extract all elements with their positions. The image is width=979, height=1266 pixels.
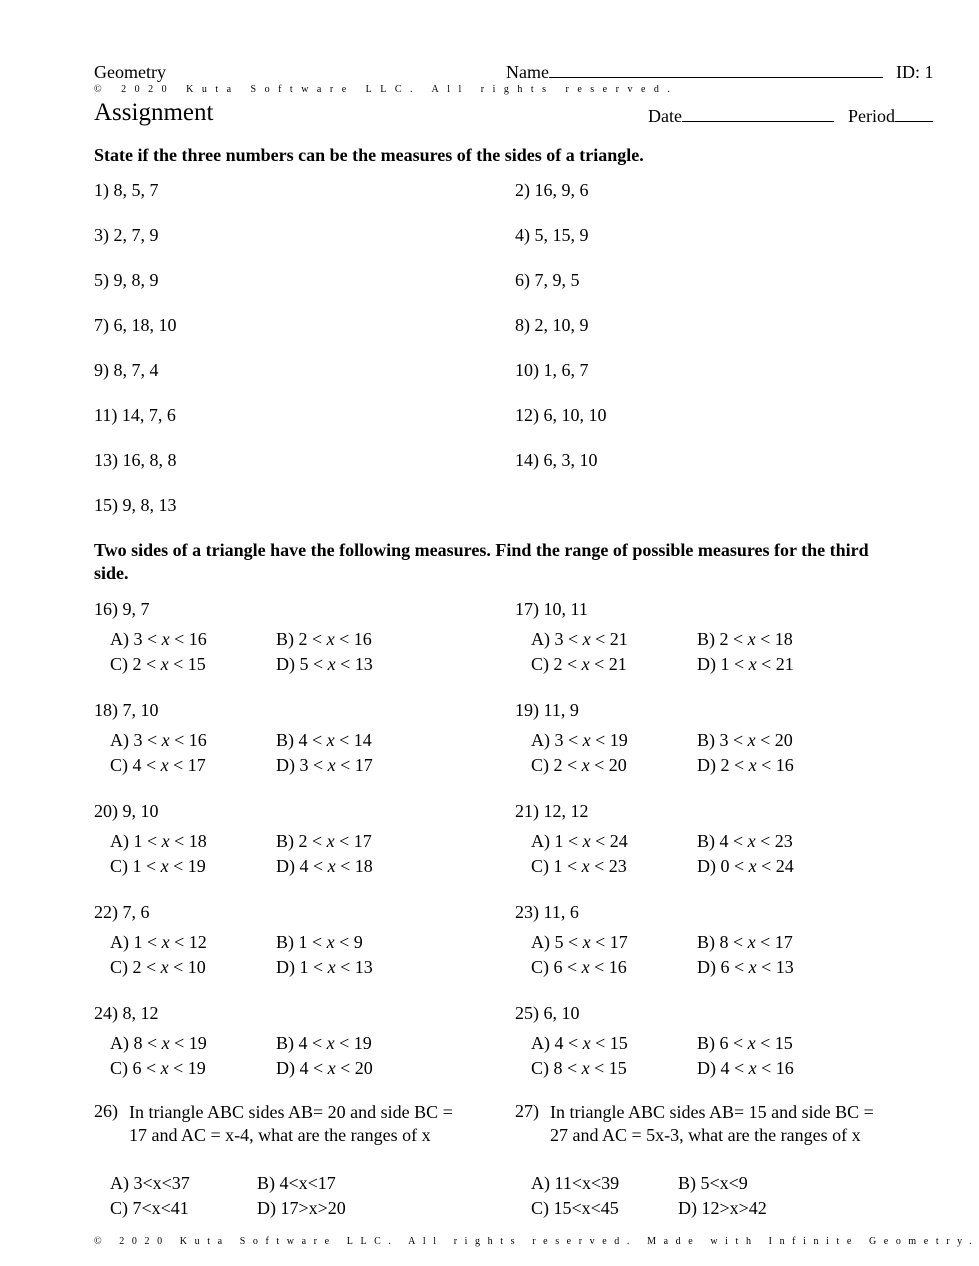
answer-choice[interactable]: B) 4 < x < 23: [697, 831, 793, 851]
period-blank[interactable]: [895, 107, 933, 122]
name-blank[interactable]: [549, 63, 883, 78]
problem-item: 4) 5, 15, 9: [515, 225, 589, 245]
answer-choice[interactable]: C) 8 < x < 15: [531, 1058, 627, 1078]
answer-choice[interactable]: C) 2 < x < 15: [110, 654, 206, 674]
problem-number: 26): [94, 1101, 118, 1121]
copyright-footer: © 2020 Kuta Software LLC. All rights reserved. Made with Infinite Geometry.: [94, 1236, 979, 1247]
answer-choice[interactable]: B) 2 < x < 18: [697, 629, 793, 649]
answer-choice[interactable]: D) 17>x>20: [257, 1198, 346, 1218]
answer-choice[interactable]: D) 0 < x < 24: [697, 856, 794, 876]
answer-choice[interactable]: C) 2 < x < 20: [531, 755, 627, 775]
answer-choice[interactable]: D) 2 < x < 16: [697, 755, 794, 775]
answer-choice[interactable]: D) 5 < x < 13: [276, 654, 373, 674]
problem-item: 3) 2, 7, 9: [94, 225, 159, 245]
problem-item: 11) 14, 7, 6: [94, 405, 176, 425]
worksheet-id: ID: 1: [896, 62, 934, 82]
problem-item: 16) 9, 7: [94, 599, 150, 619]
problem-item: 1) 8, 5, 7: [94, 180, 159, 200]
answer-choice[interactable]: A) 1 < x < 12: [110, 932, 207, 952]
answer-choice[interactable]: A) 3 < x < 19: [531, 730, 628, 750]
answer-choice[interactable]: A) 3 < x < 16: [110, 629, 207, 649]
answer-choice[interactable]: C) 6 < x < 16: [531, 957, 627, 977]
answer-choice[interactable]: C) 7<x<41: [110, 1198, 189, 1218]
answer-choice[interactable]: D) 1 < x < 13: [276, 957, 373, 977]
answer-choice[interactable]: B) 2 < x < 17: [276, 831, 372, 851]
copyright-header: © 2020 Kuta Software LLC. All rights reserved.: [94, 84, 679, 95]
answer-choice[interactable]: B) 8 < x < 17: [697, 932, 793, 952]
date-label: Date: [648, 106, 682, 126]
answer-choice[interactable]: C) 2 < x < 10: [110, 957, 206, 977]
problem-item: 6) 7, 9, 5: [515, 270, 580, 290]
answer-choice[interactable]: C) 1 < x < 23: [531, 856, 627, 876]
answer-choice[interactable]: B) 6 < x < 15: [697, 1033, 793, 1053]
problem-item: 12) 6, 10, 10: [515, 405, 607, 425]
answer-choice[interactable]: A) 3 < x < 21: [531, 629, 628, 649]
answer-choice[interactable]: C) 6 < x < 19: [110, 1058, 206, 1078]
date-blank[interactable]: [682, 107, 834, 122]
answer-choice[interactable]: A) 5 < x < 17: [531, 932, 628, 952]
answer-choice[interactable]: B) 3 < x < 20: [697, 730, 793, 750]
answer-choice[interactable]: A) 8 < x < 19: [110, 1033, 207, 1053]
answer-choice[interactable]: C) 4 < x < 17: [110, 755, 206, 775]
answer-choice[interactable]: D) 3 < x < 17: [276, 755, 373, 775]
answer-choice[interactable]: D) 4 < x < 20: [276, 1058, 373, 1078]
problem-item: 22) 7, 6: [94, 902, 150, 922]
problem-item: 21) 12, 12: [515, 801, 589, 821]
answer-choice[interactable]: C) 1 < x < 19: [110, 856, 206, 876]
problem-item: 15) 9, 8, 13: [94, 495, 177, 515]
answer-choice[interactable]: B) 5<x<9: [678, 1173, 748, 1193]
period-label: Period: [848, 106, 895, 126]
answer-choice[interactable]: A) 3 < x < 16: [110, 730, 207, 750]
answer-choice[interactable]: B) 4 < x < 19: [276, 1033, 372, 1053]
answer-choice[interactable]: A) 1 < x < 24: [531, 831, 628, 851]
answer-choice[interactable]: A) 3<x<37: [110, 1173, 190, 1193]
problem-text: In triangle ABC sides AB= 15 and side BC = 27 and AC = 5x-3, what are the ranges of x: [550, 1102, 874, 1145]
page-title: Assignment: [94, 99, 214, 126]
problem-item: 7) 6, 18, 10: [94, 315, 177, 335]
problem-item: 8) 2, 10, 9: [515, 315, 589, 335]
answer-choice[interactable]: B) 4 < x < 14: [276, 730, 372, 750]
answer-choice[interactable]: B) 4<x<17: [257, 1173, 336, 1193]
problem-item: 17) 10, 11: [515, 599, 588, 619]
answer-choice[interactable]: D) 12>x>42: [678, 1198, 767, 1218]
answer-choice[interactable]: A) 4 < x < 15: [531, 1033, 628, 1053]
name-label: Name: [506, 62, 549, 82]
answer-choice[interactable]: B) 2 < x < 16: [276, 629, 372, 649]
problem-item: 18) 7, 10: [94, 700, 159, 720]
problem-item: 13) 16, 8, 8: [94, 450, 177, 470]
period-field[interactable]: [848, 106, 933, 127]
answer-choice[interactable]: C) 15<x<45: [531, 1198, 619, 1218]
problem-item: 20) 9, 10: [94, 801, 159, 821]
section2-instructions: Two sides of a triangle have the following measures. Find the range of possible measures for the third side.: [94, 540, 869, 583]
answer-choice[interactable]: A) 1 < x < 18: [110, 831, 207, 851]
name-field[interactable]: [506, 62, 883, 83]
problem-item: 24) 8, 12: [94, 1003, 159, 1023]
problem-item: 5) 9, 8, 9: [94, 270, 159, 290]
course-name: Geometry: [94, 62, 166, 82]
answer-choice[interactable]: D) 1 < x < 21: [697, 654, 794, 674]
problem-item: 9) 8, 7, 4: [94, 360, 159, 380]
answer-choice[interactable]: D) 6 < x < 13: [697, 957, 794, 977]
problem-item: 19) 11, 9: [515, 700, 579, 720]
answer-choice[interactable]: A) 11<x<39: [531, 1173, 620, 1193]
problem-item: 14) 6, 3, 10: [515, 450, 598, 470]
problem-item: 10) 1, 6, 7: [515, 360, 589, 380]
answer-choice[interactable]: C) 2 < x < 21: [531, 654, 627, 674]
answer-choice[interactable]: D) 4 < x < 18: [276, 856, 373, 876]
problem-text: In triangle ABC sides AB= 20 and side BC = 17 and AC = x-4, what are the ranges of x: [129, 1102, 453, 1145]
problem-number: 27): [515, 1101, 539, 1121]
answer-choice[interactable]: B) 1 < x < 9: [276, 932, 363, 952]
problem-item: 25) 6, 10: [515, 1003, 580, 1023]
section1-instructions: State if the three numbers can be the measures of the sides of a triangle.: [94, 145, 644, 165]
date-field[interactable]: [648, 106, 834, 127]
problem-item: 2) 16, 9, 6: [515, 180, 589, 200]
answer-choice[interactable]: D) 4 < x < 16: [697, 1058, 794, 1078]
problem-item: 23) 11, 6: [515, 902, 579, 922]
